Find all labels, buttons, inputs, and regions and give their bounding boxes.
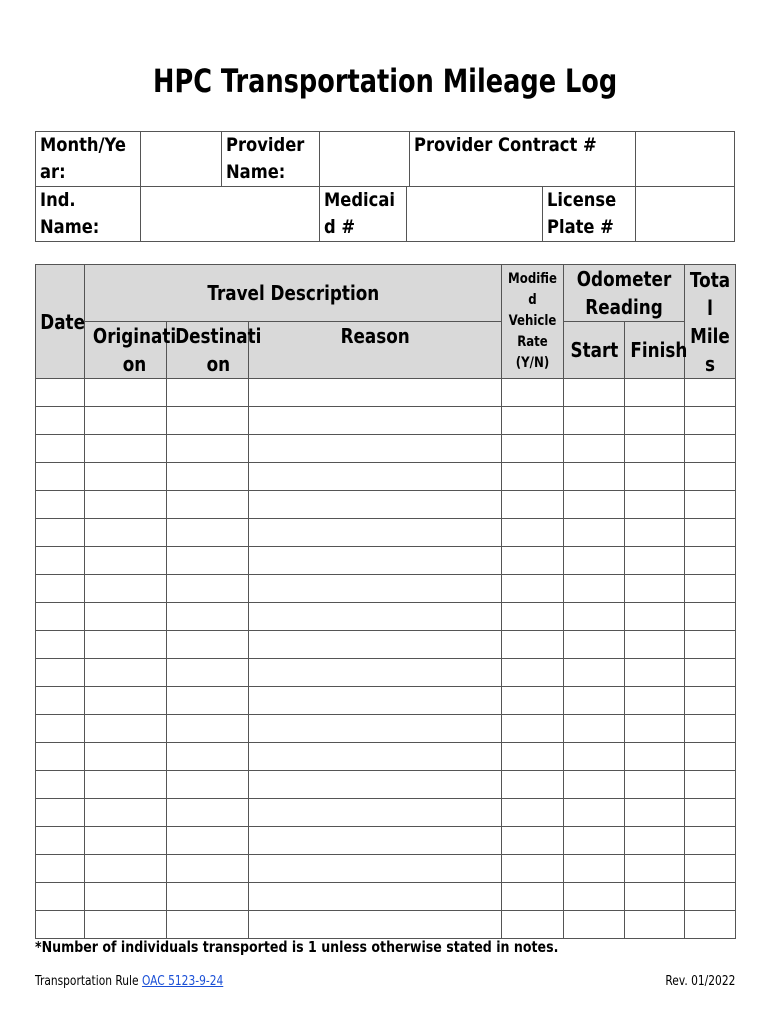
modified-rate-cell[interactable]	[502, 463, 564, 491]
start-cell[interactable]	[564, 827, 625, 855]
footnote: *Number of individuals transported is 1 unless otherwise stated in notes.	[35, 938, 559, 956]
start-cell[interactable]	[564, 631, 625, 659]
date-cell[interactable]	[36, 379, 85, 407]
destination-cell[interactable]	[167, 715, 249, 743]
medicaid-label: Medicai d #	[319, 187, 407, 242]
origination-cell[interactable]	[85, 855, 167, 883]
start-cell[interactable]	[564, 855, 625, 883]
date-cell[interactable]	[36, 911, 85, 939]
reason-cell[interactable]	[249, 743, 502, 771]
finish-cell[interactable]	[625, 435, 685, 463]
destination-header: Destinati on	[167, 322, 249, 379]
table-row	[36, 771, 736, 799]
page-title: HPC Transportation Mileage Log	[152, 62, 618, 100]
start-cell[interactable]	[564, 743, 625, 771]
start-cell[interactable]	[564, 435, 625, 463]
table-row	[36, 407, 736, 435]
table-row	[36, 435, 736, 463]
reason-cell[interactable]	[249, 715, 502, 743]
destination-cell[interactable]	[167, 687, 249, 715]
license-plate-field[interactable]	[636, 187, 735, 242]
odometer-header: Odometer Reading	[564, 265, 685, 322]
total-miles-cell[interactable]	[685, 547, 736, 575]
finish-cell[interactable]	[625, 883, 685, 911]
finish-cell[interactable]	[625, 379, 685, 407]
date-cell[interactable]	[36, 491, 85, 519]
start-cell[interactable]	[564, 715, 625, 743]
finish-cell[interactable]	[625, 659, 685, 687]
reason-cell[interactable]	[249, 491, 502, 519]
date-cell[interactable]	[36, 799, 85, 827]
provider-name-field[interactable]	[319, 132, 409, 187]
table-row	[36, 687, 736, 715]
finish-cell[interactable]	[625, 827, 685, 855]
date-cell[interactable]	[36, 771, 85, 799]
destination-cell[interactable]	[167, 519, 249, 547]
start-cell[interactable]	[564, 659, 625, 687]
modified-rate-cell[interactable]	[502, 827, 564, 855]
total-miles-cell[interactable]	[685, 575, 736, 603]
destination-cell[interactable]	[167, 603, 249, 631]
rule-link[interactable]: OAC 5123-9-24	[141, 974, 224, 989]
modified-rate-cell[interactable]	[502, 687, 564, 715]
date-cell[interactable]	[36, 407, 85, 435]
transportation-rule: Transportation Rule OAC 5123-9-24	[35, 974, 224, 989]
start-cell[interactable]	[564, 911, 625, 939]
table-row	[36, 911, 736, 939]
finish-cell[interactable]	[625, 743, 685, 771]
date-cell[interactable]	[36, 855, 85, 883]
total-miles-cell[interactable]	[685, 435, 736, 463]
total-miles-cell[interactable]	[685, 631, 736, 659]
origination-cell[interactable]	[85, 463, 167, 491]
ind-name-field[interactable]	[140, 187, 319, 242]
modified-rate-cell[interactable]	[502, 603, 564, 631]
finish-cell[interactable]	[625, 575, 685, 603]
modified-rate-cell[interactable]	[502, 491, 564, 519]
reason-header: Reason	[249, 322, 502, 379]
destination-cell[interactable]	[167, 883, 249, 911]
total-miles-cell[interactable]	[685, 463, 736, 491]
finish-cell[interactable]	[625, 407, 685, 435]
ind-name-label: Ind. Name:	[36, 187, 141, 242]
reason-cell[interactable]	[249, 547, 502, 575]
total-miles-cell[interactable]	[685, 911, 736, 939]
total-miles-cell[interactable]	[685, 491, 736, 519]
provider-contract-field[interactable]	[636, 132, 735, 187]
total-miles-cell[interactable]	[685, 799, 736, 827]
modified-rate-cell[interactable]	[502, 743, 564, 771]
finish-cell[interactable]	[625, 547, 685, 575]
reason-cell[interactable]	[249, 771, 502, 799]
modified-rate-cell[interactable]	[502, 715, 564, 743]
table-row	[36, 491, 736, 519]
date-cell[interactable]	[36, 827, 85, 855]
modified-rate-cell[interactable]	[502, 771, 564, 799]
origination-cell[interactable]	[85, 799, 167, 827]
date-cell[interactable]	[36, 463, 85, 491]
origination-cell[interactable]	[85, 547, 167, 575]
finish-cell[interactable]	[625, 911, 685, 939]
reason-cell[interactable]	[249, 519, 502, 547]
date-cell[interactable]	[36, 743, 85, 771]
total-miles-cell[interactable]	[685, 659, 736, 687]
date-cell[interactable]	[36, 715, 85, 743]
origination-cell[interactable]	[85, 827, 167, 855]
medicaid-field[interactable]	[407, 187, 543, 242]
finish-cell[interactable]	[625, 687, 685, 715]
destination-cell[interactable]	[167, 435, 249, 463]
table-row	[36, 827, 736, 855]
total-miles-cell[interactable]	[685, 855, 736, 883]
finish-cell[interactable]	[625, 463, 685, 491]
reason-cell[interactable]	[249, 659, 502, 687]
destination-cell[interactable]	[167, 799, 249, 827]
destination-cell[interactable]	[167, 659, 249, 687]
table-row	[36, 883, 736, 911]
destination-cell[interactable]	[167, 827, 249, 855]
date-cell[interactable]	[36, 659, 85, 687]
modified-rate-cell[interactable]	[502, 379, 564, 407]
reason-cell[interactable]	[249, 883, 502, 911]
table-row	[36, 855, 736, 883]
total-miles-cell[interactable]	[685, 771, 736, 799]
finish-cell[interactable]	[625, 771, 685, 799]
start-cell[interactable]	[564, 771, 625, 799]
origination-cell[interactable]	[85, 911, 167, 939]
date-cell[interactable]	[36, 603, 85, 631]
reason-cell[interactable]	[249, 435, 502, 463]
reason-cell[interactable]	[249, 631, 502, 659]
date-cell[interactable]	[36, 631, 85, 659]
destination-cell[interactable]	[167, 771, 249, 799]
origination-cell[interactable]	[85, 883, 167, 911]
table-row	[36, 715, 736, 743]
modified-rate-cell[interactable]	[502, 547, 564, 575]
reason-cell[interactable]	[249, 575, 502, 603]
table-row	[36, 799, 736, 827]
table-row	[36, 743, 736, 771]
modified-rate-cell[interactable]	[502, 855, 564, 883]
total-miles-cell[interactable]	[685, 603, 736, 631]
start-cell[interactable]	[564, 799, 625, 827]
table-row	[36, 519, 736, 547]
date-header: Date	[36, 265, 85, 379]
total-miles-cell[interactable]	[685, 883, 736, 911]
date-cell[interactable]	[36, 547, 85, 575]
modified-rate-cell[interactable]	[502, 519, 564, 547]
table-row	[36, 547, 736, 575]
date-cell[interactable]	[36, 575, 85, 603]
origination-cell[interactable]	[85, 379, 167, 407]
date-cell[interactable]	[36, 883, 85, 911]
start-cell[interactable]	[564, 491, 625, 519]
reason-cell[interactable]	[249, 799, 502, 827]
reason-cell[interactable]	[249, 407, 502, 435]
finish-cell[interactable]	[625, 715, 685, 743]
start-cell[interactable]	[564, 575, 625, 603]
table-row	[36, 631, 736, 659]
origination-cell[interactable]	[85, 519, 167, 547]
start-cell[interactable]	[564, 603, 625, 631]
origination-cell[interactable]	[85, 631, 167, 659]
origination-cell[interactable]	[85, 659, 167, 687]
mileage-log-table	[35, 264, 736, 939]
start-cell[interactable]	[564, 687, 625, 715]
total-miles-cell[interactable]	[685, 519, 736, 547]
destination-cell[interactable]	[167, 379, 249, 407]
finish-cell[interactable]	[625, 631, 685, 659]
modified-rate-cell[interactable]	[502, 575, 564, 603]
start-cell[interactable]	[564, 883, 625, 911]
date-cell[interactable]	[36, 435, 85, 463]
origination-cell[interactable]	[85, 491, 167, 519]
start-header: Start	[564, 322, 625, 379]
table-row	[36, 659, 736, 687]
reason-cell[interactable]	[249, 827, 502, 855]
finish-cell[interactable]	[625, 855, 685, 883]
date-cell[interactable]	[36, 519, 85, 547]
reason-cell[interactable]	[249, 855, 502, 883]
modified-rate-header: Modifie d Vehicle Rate (Y/N)	[502, 265, 564, 379]
license-plate-label: License Plate #	[543, 187, 636, 242]
origination-cell[interactable]	[85, 575, 167, 603]
modified-rate-cell[interactable]	[502, 659, 564, 687]
finish-cell[interactable]	[625, 603, 685, 631]
origination-cell[interactable]	[85, 771, 167, 799]
origination-cell[interactable]	[85, 743, 167, 771]
destination-cell[interactable]	[167, 631, 249, 659]
travel-description-header: Travel Description	[85, 265, 502, 322]
destination-cell[interactable]	[167, 855, 249, 883]
start-cell[interactable]	[564, 519, 625, 547]
origination-cell[interactable]	[85, 603, 167, 631]
table-row	[36, 603, 736, 631]
destination-cell[interactable]	[167, 463, 249, 491]
reason-cell[interactable]	[249, 379, 502, 407]
total-miles-cell[interactable]	[685, 687, 736, 715]
origination-cell[interactable]	[85, 407, 167, 435]
revision-label: Rev. 01/2022	[664, 974, 735, 989]
table-row	[36, 575, 736, 603]
origination-cell[interactable]	[85, 435, 167, 463]
provider-contract-label: Provider Contract #	[410, 132, 636, 187]
start-cell[interactable]	[564, 379, 625, 407]
table-row	[36, 379, 736, 407]
date-cell[interactable]	[36, 687, 85, 715]
provider-name-label: Provider Name:	[221, 132, 319, 187]
table-row	[36, 463, 736, 491]
destination-cell[interactable]	[167, 575, 249, 603]
modified-rate-cell[interactable]	[502, 883, 564, 911]
total-miles-header: Tota l Mile s	[685, 265, 736, 379]
finish-cell[interactable]	[625, 491, 685, 519]
reason-cell[interactable]	[249, 687, 502, 715]
reason-cell[interactable]	[249, 603, 502, 631]
modified-rate-cell[interactable]	[502, 911, 564, 939]
finish-cell[interactable]	[625, 519, 685, 547]
start-cell[interactable]	[564, 547, 625, 575]
modified-rate-cell[interactable]	[502, 435, 564, 463]
total-miles-cell[interactable]	[685, 715, 736, 743]
destination-cell[interactable]	[167, 911, 249, 939]
origination-cell[interactable]	[85, 715, 167, 743]
total-miles-cell[interactable]	[685, 379, 736, 407]
destination-cell[interactable]	[167, 743, 249, 771]
reason-cell[interactable]	[249, 463, 502, 491]
origination-header: Originati on	[85, 322, 167, 379]
destination-cell[interactable]	[167, 491, 249, 519]
total-miles-cell[interactable]	[685, 407, 736, 435]
month-year-label: Month/Ye ar:	[36, 132, 141, 187]
month-year-field[interactable]	[140, 132, 221, 187]
reason-cell[interactable]	[249, 911, 502, 939]
modified-rate-cell[interactable]	[502, 407, 564, 435]
total-miles-cell[interactable]	[685, 827, 736, 855]
finish-header: Finish	[625, 322, 685, 379]
finish-cell[interactable]	[625, 799, 685, 827]
start-cell[interactable]	[564, 407, 625, 435]
start-cell[interactable]	[564, 463, 625, 491]
header-info-table	[35, 131, 735, 242]
origination-cell[interactable]	[85, 687, 167, 715]
destination-cell[interactable]	[167, 547, 249, 575]
destination-cell[interactable]	[167, 407, 249, 435]
modified-rate-cell[interactable]	[502, 631, 564, 659]
total-miles-cell[interactable]	[685, 743, 736, 771]
modified-rate-cell[interactable]	[502, 799, 564, 827]
